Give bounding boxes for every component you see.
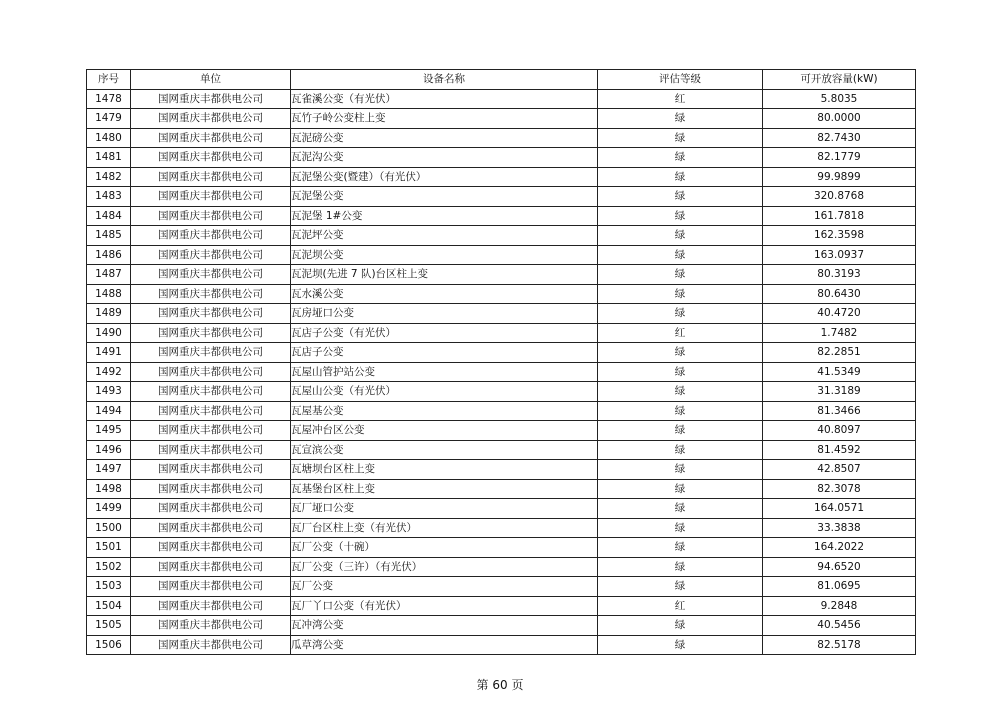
cell-seq: 1480	[87, 128, 131, 148]
cell-seq: 1505	[87, 616, 131, 636]
cell-capacity: 82.1779	[763, 148, 916, 168]
table-row	[87, 187, 916, 207]
cell-grade: 红	[598, 323, 763, 343]
table-row	[87, 440, 916, 460]
cell-unit: 国网重庆丰都供电公司	[131, 362, 291, 382]
cell-unit: 国网重庆丰都供电公司	[131, 596, 291, 616]
cell-unit: 国网重庆丰都供电公司	[131, 109, 291, 129]
cell-unit: 国网重庆丰都供电公司	[131, 284, 291, 304]
cell-seq: 1499	[87, 499, 131, 519]
cell-device-name: 瓦屋基公变	[291, 401, 598, 421]
cell-seq: 1506	[87, 635, 131, 655]
cell-seq: 1503	[87, 577, 131, 597]
table-row	[87, 616, 916, 636]
cell-unit: 国网重庆丰都供电公司	[131, 518, 291, 538]
cell-unit: 国网重庆丰都供电公司	[131, 265, 291, 285]
cell-seq: 1489	[87, 304, 131, 324]
cell-unit: 国网重庆丰都供电公司	[131, 635, 291, 655]
header-grade: 评估等级	[598, 70, 763, 90]
capacity-table	[86, 69, 916, 655]
cell-capacity: 80.0000	[763, 109, 916, 129]
cell-capacity: 82.2851	[763, 343, 916, 363]
cell-capacity: 82.7430	[763, 128, 916, 148]
cell-seq: 1495	[87, 421, 131, 441]
table-body	[87, 89, 916, 655]
cell-device-name: 瓦泥堡 1#公变	[291, 206, 598, 226]
table-row	[87, 596, 916, 616]
cell-seq: 1491	[87, 343, 131, 363]
cell-grade: 绿	[598, 635, 763, 655]
cell-grade: 绿	[598, 362, 763, 382]
cell-device-name: 瓦塘坝台区柱上变	[291, 460, 598, 480]
cell-capacity: 82.5178	[763, 635, 916, 655]
cell-unit: 国网重庆丰都供电公司	[131, 148, 291, 168]
cell-unit: 国网重庆丰都供电公司	[131, 245, 291, 265]
cell-device-name: 瓦店子公变（有光伏）	[291, 323, 598, 343]
cell-unit: 国网重庆丰都供电公司	[131, 167, 291, 187]
cell-capacity: 164.2022	[763, 538, 916, 558]
cell-seq: 1485	[87, 226, 131, 246]
cell-device-name: 瓦泥堡公变	[291, 187, 598, 207]
cell-unit: 国网重庆丰都供电公司	[131, 401, 291, 421]
table-row	[87, 557, 916, 577]
table-row	[87, 304, 916, 324]
cell-capacity: 1.7482	[763, 323, 916, 343]
table-row	[87, 382, 916, 402]
cell-seq: 1481	[87, 148, 131, 168]
cell-capacity: 81.0695	[763, 577, 916, 597]
cell-grade: 绿	[598, 538, 763, 558]
table-row	[87, 226, 916, 246]
cell-unit: 国网重庆丰都供电公司	[131, 538, 291, 558]
cell-device-name: 瓦厂台区柱上变（有光伏）	[291, 518, 598, 538]
cell-grade: 绿	[598, 616, 763, 636]
header-device-name: 设备名称	[291, 70, 598, 90]
cell-device-name: 瓦店子公变	[291, 343, 598, 363]
cell-capacity: 40.8097	[763, 421, 916, 441]
cell-grade: 绿	[598, 265, 763, 285]
table-row	[87, 148, 916, 168]
cell-capacity: 94.6520	[763, 557, 916, 577]
cell-grade: 绿	[598, 577, 763, 597]
cell-capacity: 31.3189	[763, 382, 916, 402]
table-row	[87, 499, 916, 519]
cell-seq: 1494	[87, 401, 131, 421]
table-row	[87, 401, 916, 421]
cell-seq: 1500	[87, 518, 131, 538]
cell-seq: 1496	[87, 440, 131, 460]
cell-seq: 1504	[87, 596, 131, 616]
cell-device-name: 瓦房垭口公变	[291, 304, 598, 324]
cell-device-name: 瓦泥坪公变	[291, 226, 598, 246]
cell-grade: 绿	[598, 518, 763, 538]
cell-seq: 1497	[87, 460, 131, 480]
cell-device-name: 瓦冲湾公变	[291, 616, 598, 636]
cell-capacity: 42.8507	[763, 460, 916, 480]
table-row	[87, 89, 916, 109]
page-number: 第 60 页	[476, 678, 524, 692]
cell-capacity: 81.3466	[763, 401, 916, 421]
cell-device-name: 瓦泥沟公变	[291, 148, 598, 168]
cell-grade: 绿	[598, 401, 763, 421]
cell-grade: 绿	[598, 206, 763, 226]
cell-device-name: 瓦屋冲台区公变	[291, 421, 598, 441]
table-row	[87, 479, 916, 499]
cell-unit: 国网重庆丰都供电公司	[131, 304, 291, 324]
cell-unit: 国网重庆丰都供电公司	[131, 499, 291, 519]
cell-grade: 绿	[598, 557, 763, 577]
table-row	[87, 518, 916, 538]
table-row	[87, 635, 916, 655]
cell-device-name: 瓦厂公变	[291, 577, 598, 597]
cell-unit: 国网重庆丰都供电公司	[131, 557, 291, 577]
cell-capacity: 80.3193	[763, 265, 916, 285]
cell-unit: 国网重庆丰都供电公司	[131, 577, 291, 597]
table-row	[87, 265, 916, 285]
cell-grade: 绿	[598, 440, 763, 460]
cell-capacity: 5.8035	[763, 89, 916, 109]
cell-seq: 1501	[87, 538, 131, 558]
cell-grade: 红	[598, 89, 763, 109]
table-row	[87, 284, 916, 304]
cell-seq: 1487	[87, 265, 131, 285]
table-row	[87, 109, 916, 129]
table-row	[87, 460, 916, 480]
cell-unit: 国网重庆丰都供电公司	[131, 479, 291, 499]
cell-unit: 国网重庆丰都供电公司	[131, 616, 291, 636]
cell-grade: 绿	[598, 382, 763, 402]
cell-grade: 绿	[598, 284, 763, 304]
cell-grade: 绿	[598, 226, 763, 246]
cell-capacity: 320.8768	[763, 187, 916, 207]
cell-device-name: 瓦厂公变（三许）（有光伏）	[291, 557, 598, 577]
cell-unit: 国网重庆丰都供电公司	[131, 440, 291, 460]
table-row	[87, 206, 916, 226]
table-row	[87, 577, 916, 597]
header-seq: 序号	[87, 70, 131, 90]
cell-seq: 1492	[87, 362, 131, 382]
cell-grade: 绿	[598, 479, 763, 499]
cell-capacity: 33.3838	[763, 518, 916, 538]
cell-seq: 1479	[87, 109, 131, 129]
table-header-row	[87, 70, 916, 90]
cell-grade: 绿	[598, 343, 763, 363]
cell-device-name: 瓦泥坝公变	[291, 245, 598, 265]
cell-seq: 1478	[87, 89, 131, 109]
cell-device-name: 瓦厂丫口公变（有光伏）	[291, 596, 598, 616]
cell-grade: 绿	[598, 499, 763, 519]
cell-capacity: 81.4592	[763, 440, 916, 460]
cell-device-name: 瓦厂公变（十碗）	[291, 538, 598, 558]
cell-unit: 国网重庆丰都供电公司	[131, 421, 291, 441]
cell-unit: 国网重庆丰都供电公司	[131, 226, 291, 246]
table-row	[87, 421, 916, 441]
cell-device-name: 瓦泥磅公变	[291, 128, 598, 148]
cell-device-name: 瓦泥堡公变(暨建）（有光伏）	[291, 167, 598, 187]
table-row	[87, 343, 916, 363]
table-row	[87, 128, 916, 148]
cell-capacity: 80.6430	[763, 284, 916, 304]
cell-device-name: 瓦屋山公变（有光伏）	[291, 382, 598, 402]
cell-grade: 绿	[598, 187, 763, 207]
cell-seq: 1488	[87, 284, 131, 304]
cell-capacity: 164.0571	[763, 499, 916, 519]
cell-seq: 1493	[87, 382, 131, 402]
table-row	[87, 245, 916, 265]
cell-capacity: 82.3078	[763, 479, 916, 499]
cell-seq: 1498	[87, 479, 131, 499]
header-capacity: 可开放容量(kW)	[763, 70, 916, 90]
cell-device-name: 瓦泥坝(先进 7 队)台区柱上变	[291, 265, 598, 285]
cell-device-name: 瓦厂垭口公变	[291, 499, 598, 519]
cell-grade: 绿	[598, 148, 763, 168]
cell-capacity: 40.5456	[763, 616, 916, 636]
cell-unit: 国网重庆丰都供电公司	[131, 89, 291, 109]
cell-grade: 绿	[598, 128, 763, 148]
cell-unit: 国网重庆丰都供电公司	[131, 460, 291, 480]
cell-device-name: 瓦雀溪公变（有光伏）	[291, 89, 598, 109]
table-row	[87, 323, 916, 343]
header-unit: 单位	[131, 70, 291, 90]
cell-grade: 绿	[598, 421, 763, 441]
cell-unit: 国网重庆丰都供电公司	[131, 323, 291, 343]
cell-seq: 1482	[87, 167, 131, 187]
cell-device-name: 瓜草湾公变	[291, 635, 598, 655]
cell-grade: 绿	[598, 245, 763, 265]
cell-capacity: 99.9899	[763, 167, 916, 187]
cell-seq: 1483	[87, 187, 131, 207]
cell-device-name: 瓦屋山管护站公变	[291, 362, 598, 382]
cell-capacity: 163.0937	[763, 245, 916, 265]
cell-capacity: 40.4720	[763, 304, 916, 324]
cell-grade: 红	[598, 596, 763, 616]
cell-unit: 国网重庆丰都供电公司	[131, 343, 291, 363]
cell-unit: 国网重庆丰都供电公司	[131, 128, 291, 148]
cell-capacity: 9.2848	[763, 596, 916, 616]
cell-grade: 绿	[598, 304, 763, 324]
cell-grade: 绿	[598, 460, 763, 480]
cell-seq: 1490	[87, 323, 131, 343]
cell-unit: 国网重庆丰都供电公司	[131, 187, 291, 207]
cell-capacity: 161.7818	[763, 206, 916, 226]
cell-seq: 1486	[87, 245, 131, 265]
cell-device-name: 瓦宣滨公变	[291, 440, 598, 460]
cell-device-name: 瓦水溪公变	[291, 284, 598, 304]
cell-unit: 国网重庆丰都供电公司	[131, 206, 291, 226]
cell-grade: 绿	[598, 109, 763, 129]
cell-device-name: 瓦竹子岭公变柱上变	[291, 109, 598, 129]
cell-grade: 绿	[598, 167, 763, 187]
table-row	[87, 362, 916, 382]
table-row	[87, 167, 916, 187]
cell-seq: 1502	[87, 557, 131, 577]
cell-device-name: 瓦基堡台区柱上变	[291, 479, 598, 499]
table-row	[87, 538, 916, 558]
cell-capacity: 41.5349	[763, 362, 916, 382]
cell-capacity: 162.3598	[763, 226, 916, 246]
cell-unit: 国网重庆丰都供电公司	[131, 382, 291, 402]
cell-seq: 1484	[87, 206, 131, 226]
